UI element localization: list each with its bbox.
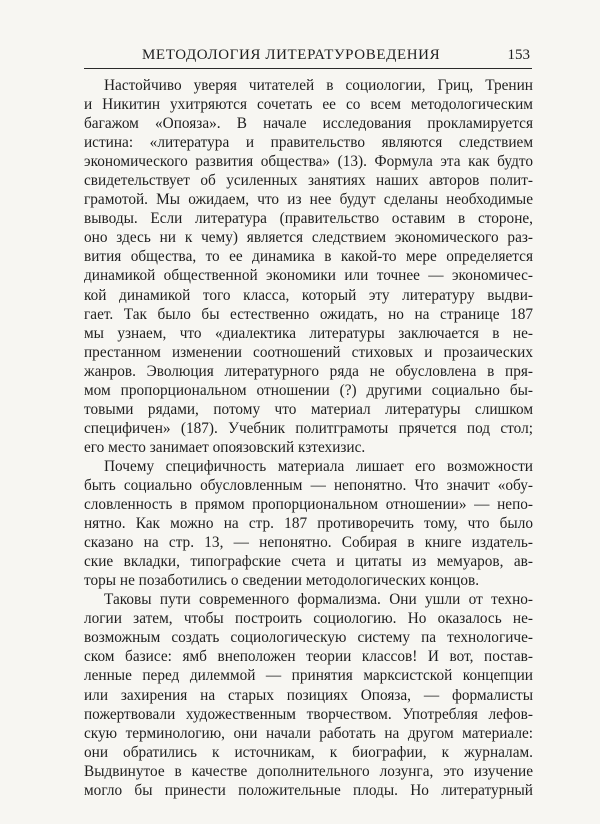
page-number: 153 <box>507 47 530 63</box>
text-line: возможным создать социологическую систему па технологиче- <box>84 629 533 647</box>
text-line: быть социально обусловленным — непонятно. Что значит «обу- <box>84 476 533 494</box>
text-line: истина: «литература и правительство являются следствием <box>84 134 533 152</box>
text-line: жанров. Эволюция литературного ряда не обусловлена в пря- <box>84 362 533 380</box>
text-line: нятно. Как можно на стр. 187 противоречить тому, что было <box>84 515 533 533</box>
text-line: гает. Так было бы естественно ожидать, но на странице 187 <box>84 305 533 323</box>
text-line: ленные перед дилеммой — принятия марксистской концепции <box>84 667 533 685</box>
body-text <box>84 76 533 800</box>
text-line: специфичен» (187). Учебник политграмоты прячется под стол; <box>84 419 533 437</box>
text-line: логии затем, чтобы построить социологию. Но оказалось не- <box>84 610 533 628</box>
text-line: Таковы пути современного формализма. Они ушли от техно- <box>104 591 533 609</box>
text-line: экономического развития общества» (13). Формула эта как будто <box>84 153 533 171</box>
running-header <box>84 46 532 69</box>
text-line: ском базисе: ямб внеположен теории классов! И вот, постав- <box>84 648 533 666</box>
text-line: Настойчиво уверяя читателей в социологии, Гриц, Тренин <box>104 77 533 94</box>
text-line: оно здесь ни к чему) является следствием экономического раз- <box>84 229 533 247</box>
text-line: и Никитин ухитряются сочетать ее со всем методологическим <box>84 96 533 114</box>
paragraph <box>84 76 533 457</box>
text-line: торы не позаботились о сведении методологических концов. <box>84 572 480 590</box>
text-line: ские вкладки, типографские счета и цитаты из мемуаров, ав- <box>84 553 533 571</box>
text-line: словленность в прямом пропорциональном отношении» — непо- <box>84 496 533 514</box>
text-line: свидетельствует об усиленных занятиях наших авторов полит- <box>84 172 533 190</box>
running-title: МЕТОДОЛОГИЯ ЛИТЕРАТУРОВЕДЕНИЯ <box>142 47 441 63</box>
text-line: грамотой. Мы ожидаем, что из нее будут сделаны необходимые <box>84 191 533 209</box>
text-line: они обратились к источникам, к биографии, к журналам. <box>84 743 533 761</box>
text-line: кой динамикой того класса, который эту литературу выдви- <box>84 286 533 304</box>
text-line: вития общества, то ее динамика в какой-то мере определяется <box>84 248 533 266</box>
text-line: его место занимает опоязовский кзтехизис. <box>84 438 366 456</box>
paragraph <box>84 457 533 590</box>
text-line: выводы. Если литература (правительство оставим в стороне, <box>84 210 533 228</box>
text-line: пожертвовали художественным творчеством. Употребляя лефов- <box>84 705 533 723</box>
text-line: динамикой общественной экономики или точнее — экономичес- <box>84 267 533 285</box>
text-line: Выдвинутое в качестве дополнительного лозунга, это изучение <box>84 762 533 780</box>
text-line: товыми рядами, потому что материал литературы слишком <box>84 400 533 418</box>
text-line: престанном изменении соотношений стиховых и прозаических <box>84 343 533 361</box>
text-line: сказано на стр. 13, — непонятно. Собирая в книге издатель- <box>84 534 533 552</box>
text-line: могло бы принести положительные плоды. Но литературный <box>84 781 533 799</box>
paragraph <box>84 590 533 800</box>
text-line: скую терминологию, они начали работать на другом материале: <box>84 724 533 742</box>
text-line: или захирения на старых позициях Опояза, — формалисты <box>84 686 533 704</box>
text-line: мом пропорциональном отношении (?) другими социально бы- <box>84 381 533 399</box>
text-line: мы узнаем, что «диалектика литературы заключается в не- <box>84 324 533 342</box>
text-line: Почему специфичность материала лишает его возможности <box>104 457 533 475</box>
text-line: багажом «Опояза». В начале исследования прокламируется <box>84 115 533 133</box>
